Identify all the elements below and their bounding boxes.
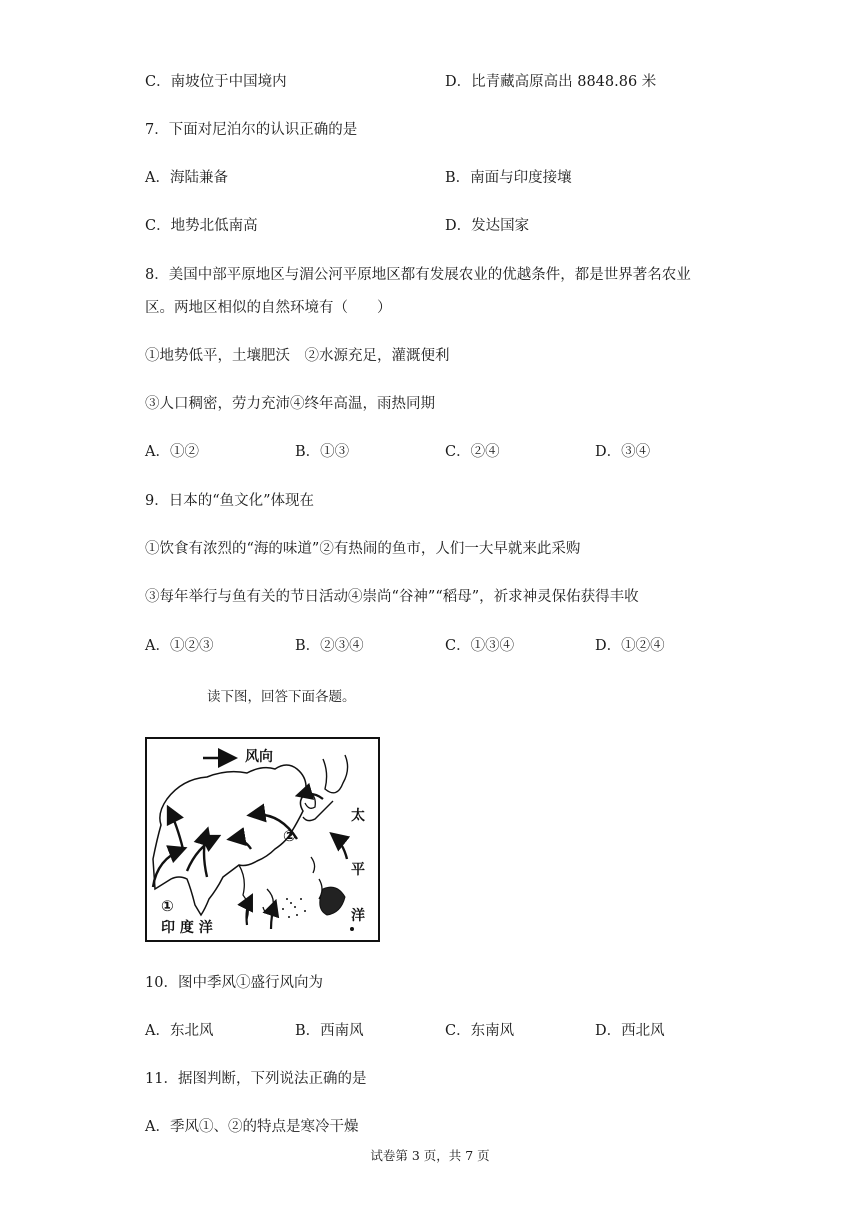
map-label-monsoon-1: ① bbox=[161, 897, 174, 915]
map-instruction: 读下图，回答下面各题。 bbox=[207, 689, 356, 705]
wind-arrow-3 bbox=[204, 831, 207, 877]
map-drawing bbox=[147, 739, 378, 940]
q10-option-a: A．东北风 bbox=[145, 1023, 214, 1039]
q8-stem-line2: 区。两地区相似的自然环境有（ ） bbox=[145, 300, 392, 316]
q10-stem: 10．图中季风①盛行风向为 bbox=[145, 975, 323, 991]
q8-stem-line1: 8．美国中部平原地区与湄公河平原地区都有发展农业的优越条件，都是世界著名农业 bbox=[145, 267, 691, 283]
q9-option-b: B．②③④ bbox=[295, 638, 364, 654]
map-legend-label: 风向 bbox=[245, 749, 273, 765]
q7-option-c: C．地势北低南高 bbox=[145, 218, 258, 234]
q10-option-d: D．西北风 bbox=[595, 1023, 665, 1039]
wind-arrow-9 bbox=[271, 903, 275, 929]
map-label-indian-ocean: 印 度 洋 bbox=[161, 920, 213, 936]
q9-statement-3-4: ③每年举行与鱼有关的节日活动④崇尚“谷神”“稻母”，祈求神灵保佑获得丰收 bbox=[145, 589, 639, 605]
map-label-pacific-3: 洋 bbox=[351, 908, 365, 924]
q11-stem: 11．据图判断，下列说法正确的是 bbox=[145, 1071, 367, 1087]
wind-arrow-4 bbox=[169, 809, 183, 849]
q9-option-a: A．①②③ bbox=[145, 638, 214, 654]
q6-option-c: C．南坡位于中国境内 bbox=[145, 74, 287, 90]
borneo-outline bbox=[320, 887, 345, 915]
q8-option-b: B．①③ bbox=[295, 444, 350, 460]
wind-arrow-8 bbox=[333, 835, 347, 859]
q9-option-d: D．①②④ bbox=[595, 638, 665, 654]
map-label-pacific-1: 太 bbox=[351, 808, 365, 824]
indochina-outline bbox=[239, 865, 273, 919]
q7-stem: 7．下面对尼泊尔的认识正确的是 bbox=[145, 122, 358, 138]
q7-option-d: D．发达国家 bbox=[445, 218, 530, 234]
q8-statement-3-4: ③人口稠密，劳力充沛④终年高温，雨热同期 bbox=[145, 396, 435, 412]
q8-statement-1-2: ①地势低平，土壤肥沃 ②水源充足，灌溉便利 bbox=[145, 348, 450, 364]
q9-option-c: C．①③④ bbox=[445, 638, 515, 654]
q6-option-d: D．比青藏高原高出 8848.86 米 bbox=[445, 74, 657, 90]
q11-option-a: A．季风①、②的特点是寒冷干燥 bbox=[145, 1119, 359, 1135]
wind-arrow-5 bbox=[231, 839, 251, 849]
q8-option-c: C．②④ bbox=[445, 444, 500, 460]
wind-arrow-2 bbox=[187, 837, 217, 871]
q10-option-b: B．西南风 bbox=[295, 1023, 364, 1039]
japan-outline bbox=[303, 755, 348, 821]
q9-statement-1-2: ①饮食有浓烈的“海的味道”②有热闹的鱼市，人们一大早就来此采购 bbox=[145, 541, 581, 557]
map-label-pacific-2: 平 bbox=[351, 862, 365, 878]
q9-stem: 9．日本的“鱼文化”体现在 bbox=[145, 493, 315, 509]
q8-option-a: A．①② bbox=[145, 444, 199, 460]
monsoon-map bbox=[145, 737, 380, 942]
q7-option-a: A．海陆兼备 bbox=[145, 170, 228, 186]
q8-option-d: D．③④ bbox=[595, 444, 651, 460]
page-footer: 试卷第 3 页，共 7 页 bbox=[370, 1148, 490, 1163]
philippines-outline bbox=[311, 857, 322, 899]
q10-option-c: C．东南风 bbox=[445, 1023, 515, 1039]
map-label-monsoon-2: ② bbox=[283, 827, 296, 845]
q7-option-b: B．南面与印度接壤 bbox=[445, 170, 572, 186]
